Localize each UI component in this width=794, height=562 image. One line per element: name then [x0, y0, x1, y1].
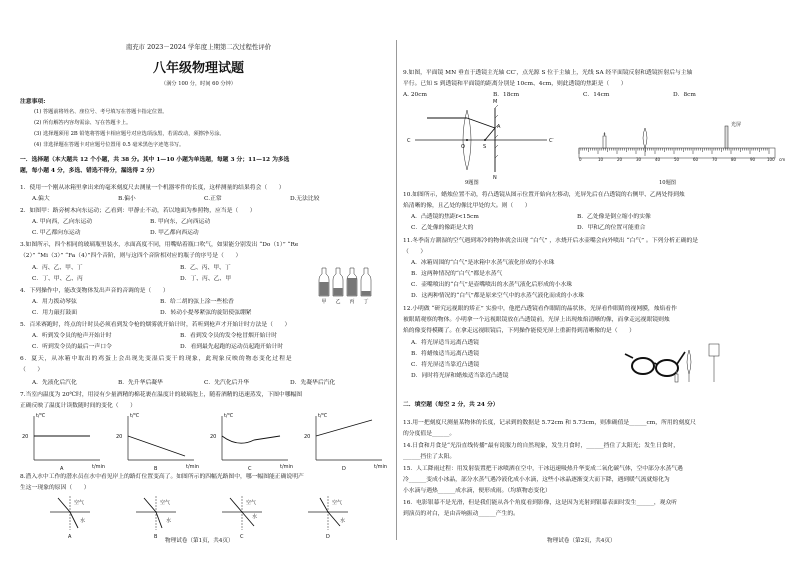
- graph-label: B: [154, 466, 158, 472]
- q10-option: C．乙处像的像距是大的: [411, 225, 474, 231]
- tick-label: 60: [693, 157, 699, 162]
- q1-option: B.偏小: [118, 196, 136, 202]
- air-label: 空气: [160, 500, 171, 506]
- q4-option: C．用力敲打鼓面: [32, 310, 78, 316]
- graph-label: A: [60, 466, 64, 472]
- q13-stem: 13.用一把刻度尺测量某物体的长度，记录到的数据是 5.72cm 和 5.73cm，则准确值是______cm，所用的刻度尺: [403, 420, 696, 426]
- q4-option: D．转动小提琴紧弦的旋钮使弦绷紧: [160, 310, 252, 316]
- q11-option: A．冰箱周围的“白气”是冰箱中水蒸气液化形成的小水珠: [411, 260, 555, 266]
- q6-stem-cont: （ ）: [20, 367, 44, 373]
- page-footer: 物理试卷（第1页，共4页）: [165, 538, 234, 544]
- q3-option: A．丙、乙、甲、丁: [32, 265, 83, 271]
- unit-label: cm: [779, 157, 786, 162]
- tick-label: 80: [731, 157, 737, 162]
- tick-label: 50: [674, 157, 680, 162]
- q4-option: B．给二胡的弦上涂一些松香: [160, 299, 234, 305]
- q1-stem: 1．使用一个刚从冰箱里拿出来的毫米刻度尺去测量一个机器零件的长度，这样测量的结果将会（ ）: [20, 185, 285, 191]
- exam-subtitle: （满分 100 分，时间 60 分钟）: [161, 81, 236, 87]
- q3-option: B．乙、丙、甲、丁: [180, 265, 231, 271]
- q5-option: A．听到发令员的枪声开始计时: [32, 333, 112, 339]
- q10-option: D．甲和乙的位置可能重合: [577, 225, 646, 231]
- water-label: 水: [252, 514, 258, 520]
- q11-option: C．壶嘴喷出的“白气”是壶嘴喷出的水蒸气液化后形成的小水珠: [411, 282, 573, 288]
- graph-tick: 20: [116, 434, 123, 440]
- q7-stem-cont: 正确反映了温度计读数随时间的变化（ ）: [20, 403, 136, 409]
- q11-stem: 11.冬季南方潮湿的空气遇到寒冷的物体就会出现 “白气” ，水烧开后水壶嘴会向外喷出 “白气” 。下列分析正确的是: [403, 238, 699, 244]
- bottle-label: 丁: [363, 299, 369, 305]
- graph-x-unit: t/min: [186, 464, 200, 470]
- screen-label: 光屏: [731, 122, 742, 128]
- q11-option: B．这两种情况的“白气”都是水蒸气: [411, 271, 503, 277]
- q16-stem-cont: 到演员的对白，是由音响振动______产生的。: [403, 511, 519, 517]
- notice-item: (1) 答题前将姓名、座位号、考号填写在答题卡指定位置。: [34, 109, 168, 115]
- graph-tick: 20: [210, 434, 217, 440]
- graph-tick: 20: [22, 434, 29, 440]
- fig9-lens-mirror: [407, 99, 557, 181]
- q12-stem: 12.小明做 “研究远视眼的矫正” 实验中，他把凸透镜看作眼睛的晶状体，光屏看作眼睛的视网膜，烛焰看作: [403, 306, 677, 312]
- glasses-lens-figure: [623, 340, 723, 388]
- q16-stem: 16．电影银幕不是光滑，但是我们能从各个角度看到影像，这是因为光射到银幕表面时发生______，观众听: [403, 500, 678, 506]
- q3-stem: 3.如图所示，四个相同的玻璃瓶里装水，水面高度不同，用嘴贴着瓶口吹气，如果能分别发出 “Do（1）” “Re: [20, 242, 299, 248]
- tick-label: 70: [712, 157, 718, 162]
- graph-y-unit: t/℃: [130, 413, 140, 419]
- fig9-caption: 9题图: [465, 180, 479, 186]
- page-footer: 物理试卷（第2页，共4页）: [547, 538, 616, 544]
- q3-option: D．丁、丙、乙、甲: [180, 276, 232, 282]
- fig10-caption: 10题图: [659, 180, 676, 186]
- label-S: S: [483, 144, 487, 150]
- graph-y-unit: t/℃: [36, 413, 46, 419]
- tick-label: 20: [617, 157, 623, 162]
- graph-label: C: [248, 466, 252, 472]
- water-label: 水: [340, 518, 346, 524]
- q10-option: A．凸透镜的焦距f<15cm: [411, 214, 479, 220]
- label-A: A: [497, 124, 501, 130]
- q12-option: D．同时将光屏和蜡烛适当靠近凸透镜: [411, 373, 509, 379]
- graph-y-unit: t/℃: [224, 413, 234, 419]
- graph-x-unit: t/min: [92, 464, 106, 470]
- section1-heading-cont: 题，每小题 4 分，多选、错选不得分，漏选得 2 分）: [20, 168, 158, 174]
- q9-option: C．14cm: [583, 92, 610, 98]
- q15-stem-cont: 小水滴与遇热______成水滴，便形成雨。（均填物态变化）: [403, 488, 551, 494]
- exam-title: 八年级物理试题: [152, 61, 244, 76]
- q7-graphs: [20, 410, 390, 472]
- q13-stem-cont: 的分度值是______。: [403, 431, 456, 437]
- q1-option: C.正常: [204, 196, 222, 202]
- label-M: M: [493, 99, 498, 105]
- exam-title-line1: 南充市 2023－2024 学年度上期第二次过程性评价: [125, 43, 272, 51]
- q6-option: B．先升华后凝华: [118, 380, 163, 386]
- q5-option: D．看到最先起跑的运动员起跑开始计时: [180, 344, 284, 350]
- q2-option: C. 甲乙都向东运动: [32, 230, 81, 236]
- q11-option: D．这两种情况的“白气”都是原来空气中的水蒸气液化而成的小水珠: [411, 293, 584, 299]
- q15-stem: 15．人工降雨过程：用发射装置把干冰喷洒在空中，干冰迅速吸热升华变成二氧化碳气体，空中部分水蒸气遇: [403, 466, 683, 472]
- q2-option: D. 甲乙都向西运动: [150, 230, 199, 236]
- q9-option: A. 20cm: [403, 92, 427, 98]
- air-label: 空气: [74, 500, 85, 506]
- diagram-label: D: [326, 534, 330, 540]
- q7-stem: 7.当室内温度为 20℃时，用浸有少量酒精的棉花裹在温度计的玻璃泡上，随着酒精的迅速蒸发，下图中哪幅图: [20, 392, 303, 398]
- q12-option: C．将光屏适当靠近凸透镜: [411, 362, 480, 368]
- q9-stem-cont: 平行。已知 S 到透镜和平面镜的距离分别是 10cm、4cm，则此透镜的焦距是（ ）: [403, 81, 627, 87]
- q12-option: A．将光屏适当远离凸透镜: [411, 340, 479, 346]
- q2-option: B. 甲向东，乙向西运动: [150, 219, 211, 225]
- q12-stem-cont: 焰的像变得模糊了。在拿走远视眼镜后，下列操作能使光屏上重新得到清晰像的是（ ）: [403, 328, 635, 334]
- air-label: 空气: [332, 500, 343, 506]
- q15-stem-cont: 冷______变成小冰晶，部分水蒸气遇冷液化成小水滴，这些小冰晶逐渐变大而下降，遇到暖气流就熔化为: [403, 477, 670, 483]
- label-O: O: [461, 144, 465, 150]
- q3-stem-cont: （2）” “Mi（3）” “Fa（4）”四个音阶，则与这四个音阶相对应的瓶子的序号是（ ）: [20, 253, 242, 259]
- air-label: 空气: [246, 500, 257, 506]
- label-N: N: [493, 175, 497, 181]
- label-C: C: [407, 138, 411, 144]
- q12-option: B．将蜡烛适当远离凸透镜: [411, 351, 480, 357]
- graph-tick: 20: [304, 434, 311, 440]
- graph-y-unit: t/℃: [318, 413, 328, 419]
- graph-x-unit: t/min: [374, 464, 388, 470]
- fig10-optical-bench: [575, 112, 781, 172]
- q9-option: B．18cm: [493, 92, 520, 98]
- notice-item: (4) 非选择题在答题卡对应题号位置用 0.5 毫米黑色字迹笔书写。: [34, 142, 185, 148]
- tick-label: 90: [750, 157, 756, 162]
- graph-x-unit: t/min: [280, 464, 294, 470]
- q10-option: B．乙处像是倒立缩小的实像: [577, 214, 651, 220]
- diagram-label: B: [154, 534, 158, 540]
- q6-stem: 6．夏天，从冰箱中取出的鸡蛋上会出现先变湿后变干的现象，此现象反映的物态变化过程是: [20, 356, 293, 362]
- q10-stem-cont: 焰清晰的像，且乙处的像比甲处的大。则（ ）: [403, 203, 531, 209]
- water-label: 水: [166, 518, 172, 524]
- q12-stem-cont: 被眼睛观察的物体。小明拿一个远视眼镜放在凸透镜前，光屏上出现烛焰清晰的像，而拿走远视眼镜则烛: [403, 317, 670, 323]
- q14-stem-cont: ______挡住了太阳。: [403, 454, 456, 460]
- notice-item: (2) 所有解答内容均需涂、写在答题卡上。: [34, 120, 132, 126]
- q8-stem: 8.潜入水中工作的潜水员在水中看见岸上的路灯位置变高了。如图所示的四幅光路图中，哪一幅图能正确说明产: [20, 474, 304, 480]
- q9-stem: 9.如图，平面镜 MN 垂直于透镜主光轴 CC′，点光源 S 位于主轴上，光线 SA 经平面镜反射和透镜折射后与主轴: [403, 70, 693, 76]
- label-C-prime: C′: [549, 138, 554, 144]
- graph-label: D: [342, 466, 346, 472]
- section2-heading: 二．填空题（每空 2 分，共 24 分）: [403, 402, 499, 408]
- tick-label: 30: [636, 157, 642, 162]
- notice-item: (3) 选择题须用 2B 铅笔将答题卡相应题号对应选项涂黑，若需改动，须擦净另涂。: [34, 131, 225, 137]
- q10-stem: 10.如图所示，蜡烛位置不动，将凸透镜从图示位置开始向左移动，光屏先后在凸透镜的右侧甲、乙两处得到烛: [403, 192, 685, 198]
- diagram-label: C: [240, 534, 244, 540]
- q1-option: D.无法比较: [290, 196, 320, 202]
- q8-stem-cont: 生这一现象的原因（ ）: [20, 485, 90, 491]
- diagram-label: A: [68, 534, 72, 540]
- section1-heading: 一．选择题（本大题共 12 个小题，共 38 分。其中 1—10 小题为单选题，每题 3 分；11—12 为多选: [20, 157, 290, 163]
- q6-option: A．先液化后汽化: [32, 380, 77, 386]
- q11-stem-cont: （ ）: [403, 249, 427, 255]
- q1-option: A.偏大: [32, 196, 50, 202]
- q3-option: C．丁、甲、乙、丙: [32, 276, 83, 282]
- q4-option: A．用力拨动琴弦: [32, 299, 77, 305]
- q4-stem: 4．下列操作中，能改变物体发出声音的音调的是（ ）: [20, 288, 169, 294]
- q2-stem: 2．如图甲：路旁树木向东运动；乙看到：甲静止不动，若以地面为参照物，应当是（ ）: [20, 208, 256, 214]
- q14-stem: 14.日食和月食是“光沿直线传播”最有说服力的自然现象，发生月食时，______挡住了太阳光；发生日食时，: [403, 443, 680, 449]
- bottle-label: 乙: [335, 299, 341, 305]
- q6-option: C．先汽化后升华: [204, 380, 250, 386]
- exam-page-right: [397, 0, 794, 562]
- q9-option: D．8cm: [673, 92, 696, 98]
- bottle-label: 甲: [321, 299, 327, 305]
- tick-label: 40: [655, 157, 661, 162]
- q5-stem: 5．百米赛跑时，终点的计时员必须看到发令枪的烟雾就开始计时，若听到枪声才开始计时方法是（ ）: [20, 322, 291, 328]
- q6-option: D．先凝华后汽化: [290, 380, 336, 386]
- tick-label: 100: [767, 157, 775, 162]
- q2-option: A. 甲向西，乙向东运动: [32, 219, 93, 225]
- water-label: 水: [80, 518, 86, 524]
- q8-ray-diagrams: [50, 494, 370, 540]
- q5-option: B．看到发令员的发令枪冒烟开始计时: [180, 333, 278, 339]
- bottle-label: 丙: [349, 299, 355, 305]
- bottles-figure: [318, 264, 378, 304]
- q5-option: C．听到发令员的最后一声口令: [32, 344, 112, 350]
- tick-label: 10: [598, 157, 604, 162]
- tick-label: 0: [579, 157, 582, 162]
- notice-heading: 注意事项:: [20, 99, 46, 105]
